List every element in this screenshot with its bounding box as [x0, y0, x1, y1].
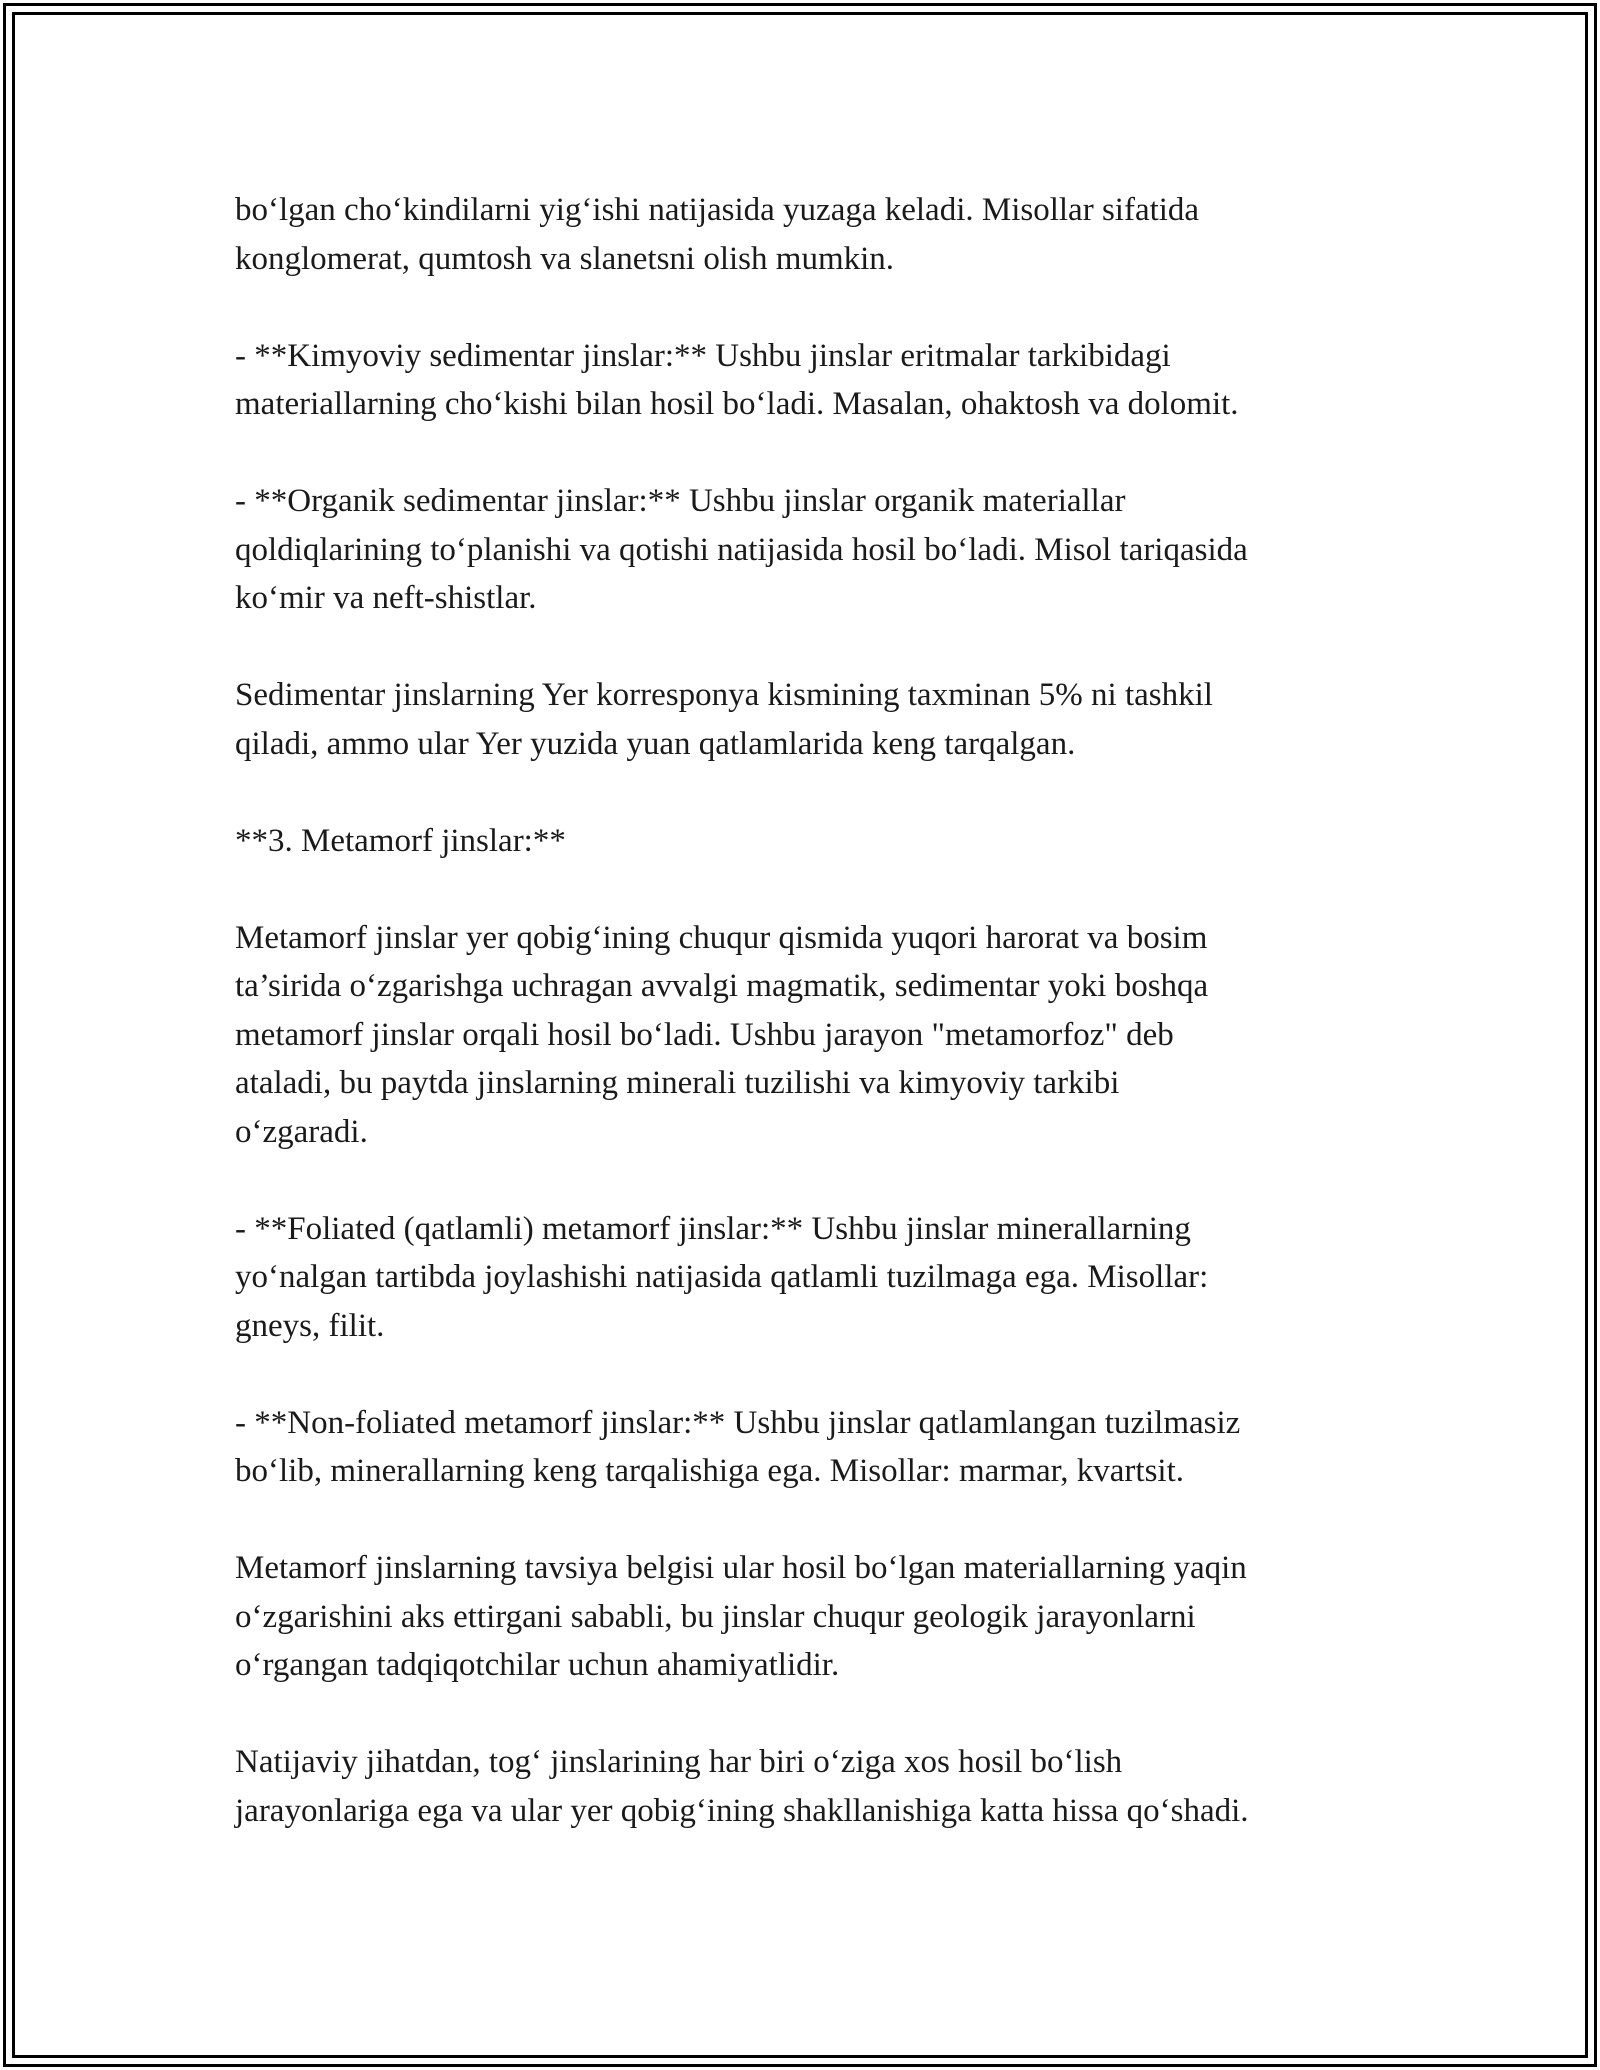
paragraph-organic-sedimentary: - **Organik sedimentar jinslar:** Ushbu jinslar organik materiallar qoldiqlarining to‘planishi va qotishi natijasida hosil bo‘ladi. Misol tariqasida ko‘mir va neft-shistlar. [235, 483, 1248, 616]
document-body [235, 186, 1375, 1835]
paragraph-metamorphic-significance: Metamorf jinslarning tavsiya belgisi ular hosil bo‘lgan materiallarning yaqin o‘zgarishini aks ettirgani sababli, bu jinslar chuqur geologik jarayonlarni o‘rgangan tadqiqotchilar uchun ahamiyatlidir. [235, 1550, 1247, 1683]
section-heading-metamorphic: **3. Metamorf jinslar:** [235, 822, 566, 859]
paragraph-conclusion: Natijaviy jihatdan, tog‘ jinslarining har biri o‘ziga xos hosil bo‘lish jarayonlariga ega va ular yer qobig‘ining shakllanishiga katta hissa qo‘shadi. [235, 1744, 1249, 1829]
paragraph-chemical-sedimentary: - **Kimyoviy sedimentar jinslar:** Ushbu jinslar eritmalar tarkibidagi materiallarning cho‘kishi bilan hosil bo‘ladi. Masalan, ohaktosh va dolomit. [235, 337, 1239, 422]
paragraph-foliated-metamorphic: - **Foliated (qatlamli) metamorf jinslar:** Ushbu jinslar minerallarning yo‘nalgan tartibda joylashishi natijasida qatlamli tuzilmaga ega. Misollar: gneys, filit. [235, 1210, 1209, 1344]
paragraph-clastic-continuation: bo‘lgan cho‘kindilarni yig‘ishi natijasida yuzaga keladi. Misollar sifatida konglomerat, qumtosh va slanetsni olish mumkin. [235, 192, 1200, 277]
paragraph-non-foliated-metamorphic: - **Non-foliated metamorf jinslar:** Ushbu jinslar qatlamlangan tuzilmasiz bo‘lib, minerallarning keng tarqalishiga ega. Misollar: marmar, kvartsit. [235, 1404, 1241, 1489]
paragraph-metamorphic-intro: Metamorf jinslar yer qobig‘ining chuqur qismida yuqori harorat va bosim ta’sirida o‘zgarishga uchragan avvalgi magmatik, sedimentar yoki boshqa metamorf jinslar orqali hosil bo‘ladi. Ushbu jarayon "metamorfoz" deb ataladi, bu paytda jinslarning minerali tuzilishi va kimyoviy tarkibi o‘zgaradi. [235, 919, 1209, 1150]
paragraph-sedimentary-summary: Sedimentar jinslarning Yer korresponya kismining taxminan 5% ni tashkil qiladi, ammo ular Yer yuzida yuan qatlamlarida keng tarqalgan. [235, 677, 1213, 762]
